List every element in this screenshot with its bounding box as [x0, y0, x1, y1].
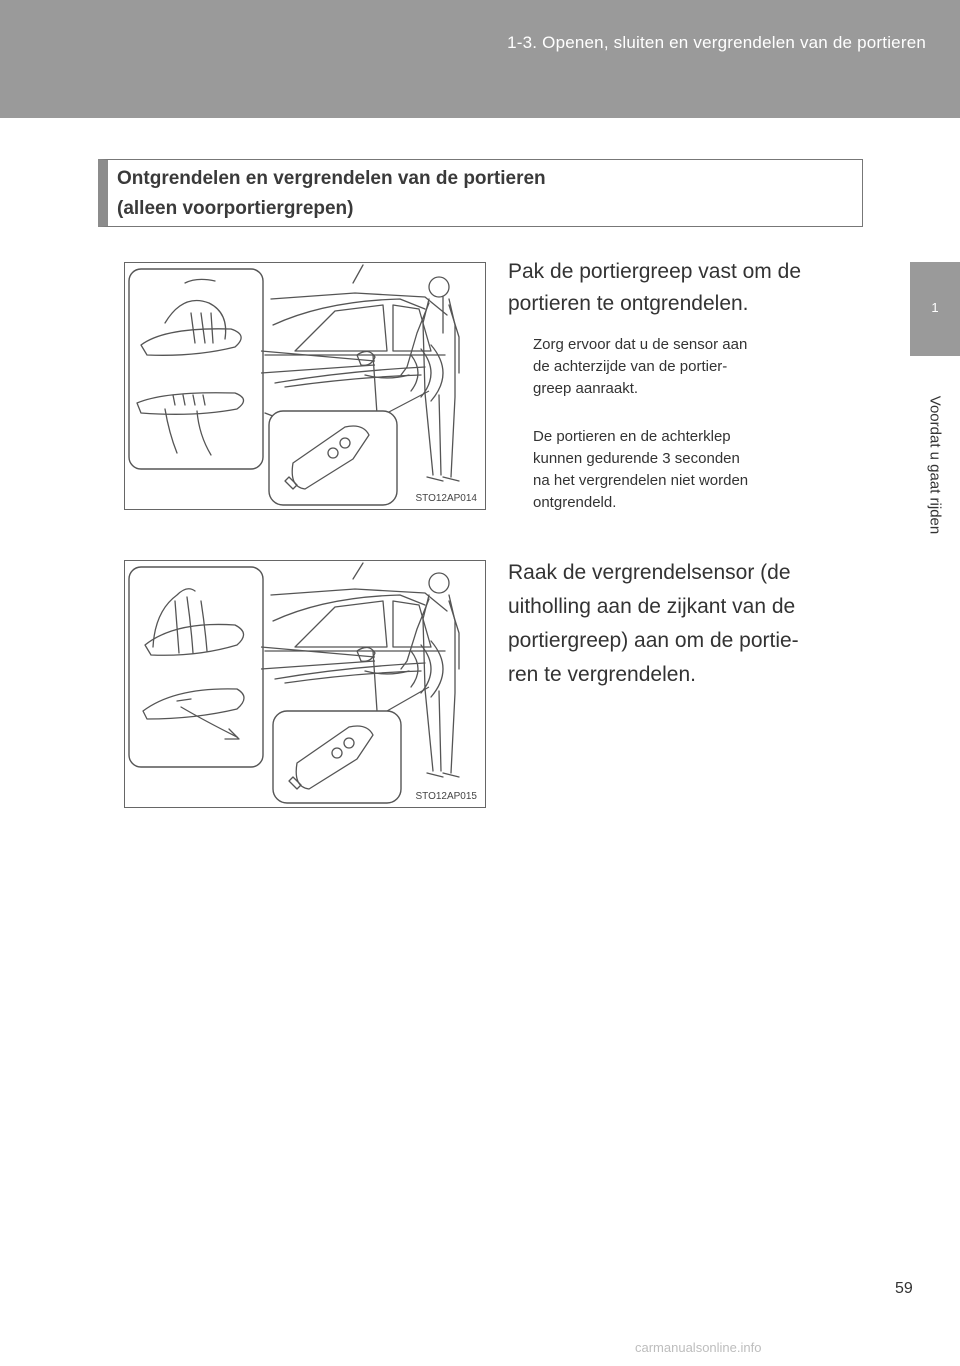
side-tab-label: Voordat u gaat rijden	[926, 395, 944, 535]
unlock-line1: Pak de portiergreep vast om de	[508, 260, 801, 283]
figure-code: STO12AP014	[415, 493, 477, 504]
lock-instruction	[508, 556, 856, 692]
section-title-line1: Ontgrendelen en vergrendelen van de portieren	[117, 168, 546, 189]
section-title-box	[98, 159, 863, 227]
page-number: 59	[895, 1280, 913, 1297]
note2-line2: kunnen gedurende 3 seconden	[533, 450, 740, 467]
lock-line4: ren te vergrendelen.	[508, 663, 696, 686]
lock-illustration-drawing	[125, 561, 486, 808]
watermark: carmanualsonline.info	[635, 1340, 762, 1355]
lock-line3: portiergreep) aan om de portie-	[508, 629, 799, 652]
lock-line1: Raak de vergrendelsensor (de	[508, 561, 791, 584]
unlock-line2: portieren te ontgrendelen.	[508, 292, 749, 315]
side-tab-number-label: 1	[931, 300, 939, 315]
unlock-illustration-drawing	[125, 263, 486, 510]
unlock-note-sensor	[533, 334, 856, 400]
note2-line1: De portieren en de achterklep	[533, 428, 731, 445]
section-title-line2: (alleen voorportiergrepen)	[117, 198, 354, 219]
note2-line4: ontgrendeld.	[533, 494, 617, 511]
header-band	[0, 0, 960, 118]
illustration-unlock	[124, 262, 486, 510]
unlock-instruction	[508, 256, 856, 320]
side-tab-number	[910, 262, 960, 356]
note2-line3: na het vergrendelen niet worden	[533, 472, 749, 489]
illustration-lock	[124, 560, 486, 808]
chapter-title: 1-3. Openen, sluiten en vergrendelen van de portieren	[507, 33, 926, 52]
unlock-note-delay	[533, 426, 856, 514]
note1-line1: Zorg ervoor dat u de sensor aan	[533, 336, 748, 353]
side-tab-text	[910, 360, 960, 570]
figure-code: STO12AP015	[415, 791, 477, 802]
note1-line3: greep aanraakt.	[533, 380, 639, 397]
note1-line2: de achterzijde van de portier-	[533, 358, 728, 375]
lock-line2: uitholling aan de zijkant van de	[508, 595, 796, 618]
